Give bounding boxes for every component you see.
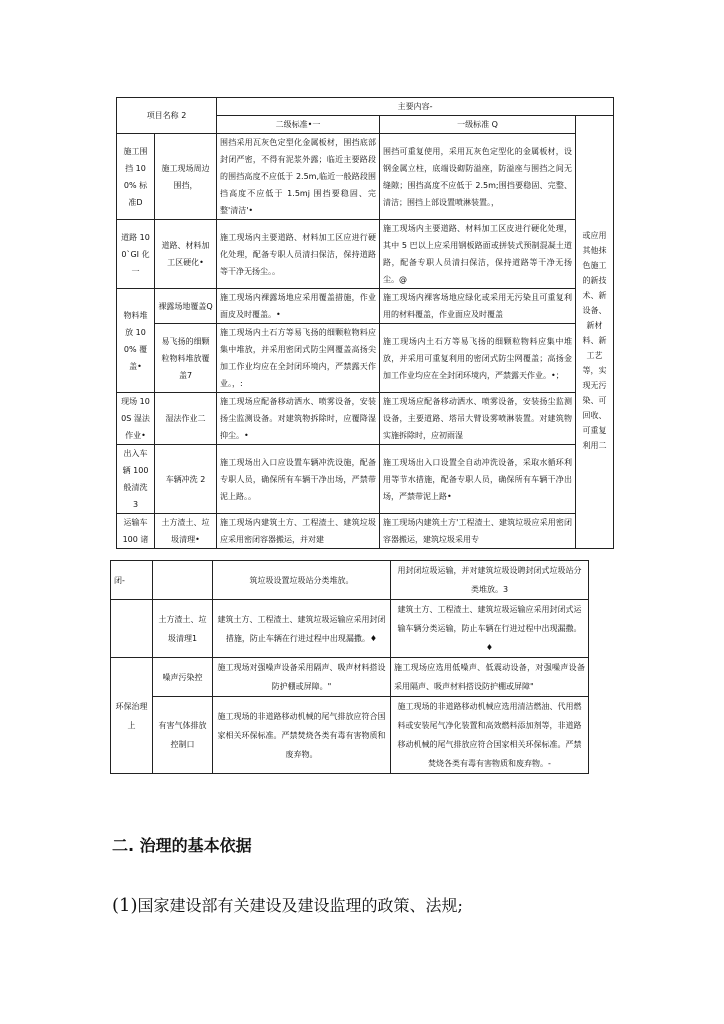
table-row (117, 514, 614, 549)
level2-cell: 施工现场的非道路移动机械的尾气排放应符合国家相关环保标准。严禁焚烧各类有毒有害物质和废弃物。 (213, 697, 391, 774)
subcategory-cell: 土方渣土、垃圾清理1 (153, 600, 213, 658)
category-cell: 物料堆放 100% 覆盖• (117, 289, 155, 393)
level1-cell: 围挡可重复使用，采用瓦灰色定型化的金属板材，设钢金属立柱，底端设砌防溢座，防溢座与围挡之间无缝隙；围挡高度不应低于 2.5m;围挡要稳固、完整、清洁；围挡上部设置喷淋装置。， (380, 134, 576, 220)
category-cell: 闭- (111, 561, 153, 600)
level2-cell: 施工现场内建筑土方、工程渣土、建筑垃圾应采用密闭容器搬运，并对建 (217, 514, 380, 549)
standards-table (116, 97, 614, 549)
level1-cell: 建筑土方、工程渣土、建筑垃圾运输应采用封闭式运输车辆分类运输，防止车辆在行进过程中出现漏撒。♦ (391, 600, 589, 658)
level2-cell: 施工现场应配备移动洒水、喷雾设备，安装扬尘监测设备。对建筑物拆除时，应覆降湿抑尘。• (217, 393, 380, 445)
table-row (111, 600, 589, 658)
paragraph-number: (1) (112, 895, 138, 916)
level2-cell: 筑垃圾设置垃圾站分类堆放。 (213, 561, 391, 600)
category-cell: 现场 100S 湿法作业• (117, 393, 155, 445)
paragraph-text: 国家建设部有关建设及建设监理的政策、法规; (137, 896, 463, 915)
level2-cell: 施工现场内土石方等易飞扬的细颗粒物料应集中堆放，并采用密闭式防尘网覆盖高扬尖加工作业均应在全封闭环境内，严禁露天作业。，: (217, 324, 380, 393)
level2-cell: 施工现场出入口应设置车辆冲洗设施，配备专职人员，确保所有车辆干净出场，严禁带泥上路。。 (217, 445, 380, 514)
table-row (117, 289, 614, 324)
table-row (111, 658, 589, 697)
subcategory-cell: 道路、材料加工区硬化• (155, 220, 217, 289)
category-cell: 出入车辆 100 般清洗 3 (117, 445, 155, 514)
level2-cell: 施工现场内主要道路、材料加工区应进行硬化处理，配备专职人员清扫保洁，保持道路等干净无扬尘。。 (217, 220, 380, 289)
level1-cell: 施工现场的非道路移动机械应选用清洁燃油、代用燃料或安装尾气净化装置和高效燃料添加剂等，非道路移动机械的尾气排放应符合国家相关环保标准。严禁焚烧各类有毒有害物质和废弃物。- (391, 697, 589, 774)
subcategory-cell: 有害气体排放控制口 (153, 697, 213, 774)
category-cell: 环保治理上 (111, 658, 153, 774)
level1-cell: 施工现场内裸客场地应绿化或采用无污染且可重复利用的材料覆盖，作业面应及时覆盖 (380, 289, 576, 324)
level1-cell: 施工现场内主要道路、材料加工区皮进行硬化处理，其中 5 巴以上应采用钢板路面或拼装式预制混凝土道路，配备专职人员清扫保洁，保持道路等干净无扬尘。@ (380, 220, 576, 289)
category-cell: 施工围挡 100% 标准D (117, 134, 155, 220)
header-main-content: 主要内容- (217, 98, 614, 116)
subcategory-cell: 易飞扬的细颗粒物料堆放覆盖7 (155, 324, 217, 393)
header-level1: 一级标准 Q (380, 116, 576, 134)
subcategory-cell: 湿法作业二 (155, 393, 217, 445)
table-row (117, 445, 614, 514)
table-row (117, 134, 614, 220)
level2-cell: 围挡采用瓦灰色定型化金属板材，围挡底部封闭严密，不得有泥浆外露；临近主要路段的围挡高度不应低于 2.5m,临近一般路段围挡高度不应低于 1.5mj 围挡要稳固、完整'清洁'• (217, 134, 380, 220)
level1-cell: 施工现场内土石方等易飞扬的细颗粒物料应集中堆放，并采用可重复利用的密闭式防尘网覆盖；高扬金加工作业均应在全封闭环境内，严禁露天作业。•； (380, 324, 576, 393)
level1-cell: 施工现场内建筑土方'工程渣土、建筑垃圾应采用密闭容器搬运，建筑垃圾采用专 (380, 514, 576, 549)
table-row (111, 697, 589, 774)
side-note-top (576, 116, 614, 134)
section-heading: 二. 治理的基本依据 (112, 836, 252, 855)
subcategory-cell: 裸露场地覆盖Q (155, 289, 217, 324)
category-cell (111, 600, 153, 658)
subcategory-cell: 车辆冲洗 2 (155, 445, 217, 514)
subcategory-cell: 施工现场周边围挡， (155, 134, 217, 220)
level2-cell: 施工现场对强噪声设备采用隔声、吸声材料搭设防护棚或屏障。" (213, 658, 391, 697)
basis-paragraph (112, 893, 463, 916)
header-item-name: 项目名称 2 (117, 98, 217, 134)
table-header-row (117, 98, 614, 116)
side-note: 或应用其他抹色施工的新技术、新设备、新材料、新工艺等，实现无污染、可回收、可重复利用二 (576, 134, 614, 549)
table-row (111, 561, 589, 600)
level1-cell: 施工现场应选用低噪声、低震动设备，对强噪声设备采用隔声、吸声材料搭设防护棚或屏障" (391, 658, 589, 697)
subcategory-cell (153, 561, 213, 600)
level2-cell: 施工现场内裸露场地应采用覆盖措施，作业面皮及时覆盖。• (217, 289, 380, 324)
level1-cell: 施工现场出入口设置全自动冲洗设备，采取水循环利用等节水措施，配备专职人员，确保所有车辆干净出场，严禁带泥上路• (380, 445, 576, 514)
category-cell: 运输车 100 诸 (117, 514, 155, 549)
table-row (117, 220, 614, 289)
table-row (117, 393, 614, 445)
level1-cell: 施工现场应配备移动洒水、喷雾设备，安装扬尘监测设备，主要道路、塔吊大臂设雾喷淋装置。对建筑物实施拆除时，应初雨湿 (380, 393, 576, 445)
level2-cell: 建筑土方、工程渣土、建筑垃圾运输应采用封闭措施，防止车辆在行进过程中出现漏撒。♦ (213, 600, 391, 658)
subcategory-cell: 噪声污染控 (153, 658, 213, 697)
standards-table-continued (110, 560, 589, 774)
category-cell: 道路 100`GI 化一 (117, 220, 155, 289)
level1-cell: 用封闭垃圾运输，并对建筑垃圾设聘封闭式垃圾站分类堆放。3 (391, 561, 589, 600)
subcategory-cell: 土方渣土、垃圾清理• (155, 514, 217, 549)
table-row (117, 324, 614, 393)
header-level2: 二级标准•一 (217, 116, 380, 134)
